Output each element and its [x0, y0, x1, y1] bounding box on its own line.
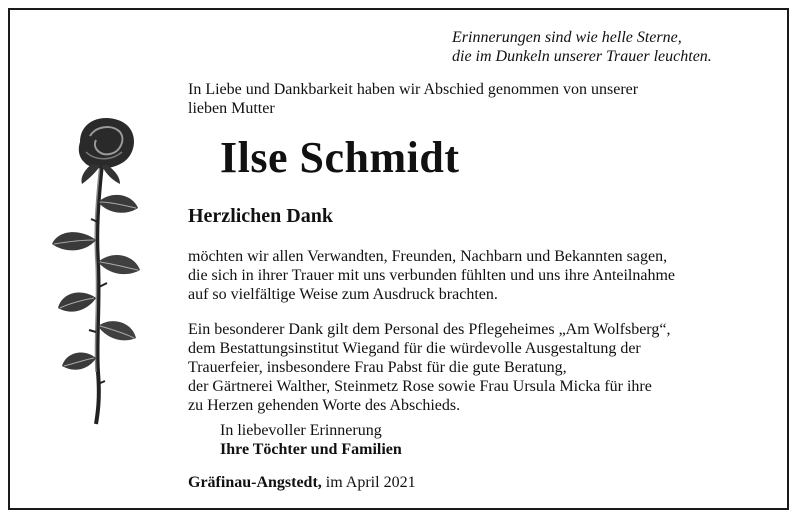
- place-and-date: [188, 473, 416, 492]
- paragraph-line: auf so vielfältige Weise zum Ausdruck brachten.: [188, 286, 498, 303]
- thanks-heading: Herzlichen Dank: [188, 205, 333, 227]
- thanks-paragraph-1: [188, 247, 748, 304]
- closing-block: [220, 421, 402, 459]
- intro-line-1: In Liebe und Dankbarkeit haben wir Abschied genommen von unserer: [188, 81, 639, 98]
- paragraph-line: dem Bestattungsinstitut Wiegand für die würdevolle Ausgestaltung der: [188, 340, 641, 357]
- place-name: Gräfinau-Angstedt,: [188, 474, 322, 491]
- deceased-name: Ilse Schmidt: [220, 133, 460, 182]
- closing-line: In liebevoller Erinnerung: [220, 422, 382, 439]
- motto-quote: [452, 28, 752, 66]
- motto-line-1: Erinnerungen sind wie helle Sterne,: [452, 29, 682, 46]
- rose-illustration: [40, 112, 150, 430]
- thanks-paragraph-2: [188, 320, 748, 415]
- paragraph-line: zu Herzen gehenden Worte des Abschieds.: [188, 397, 461, 414]
- paragraph-line: Ein besonderer Dank gilt dem Personal des Pflegeheimes „Am Wolfsberg“,: [188, 321, 671, 338]
- signatories: Ihre Töchter und Familien: [220, 441, 402, 458]
- paragraph-line: die sich in ihrer Trauer mit uns verbunden fühlten und uns ihre Anteilnahme: [188, 267, 676, 284]
- paragraph-line: der Gärtnerei Walther, Steinmetz Rose sowie Frau Ursula Micka für ihre: [188, 378, 652, 395]
- paragraph-line: Trauerfeier, insbesondere Frau Pabst für die gute Beratung,: [188, 359, 567, 376]
- intro-text: [188, 80, 708, 118]
- intro-line-2: lieben Mutter: [188, 100, 275, 117]
- paragraph-line: möchten wir allen Verwandten, Freunden, Nachbarn und Bekannten sagen,: [188, 248, 668, 265]
- date-text: im April 2021: [325, 474, 416, 491]
- motto-line-2: die im Dunkeln unserer Trauer leuchten.: [452, 48, 712, 65]
